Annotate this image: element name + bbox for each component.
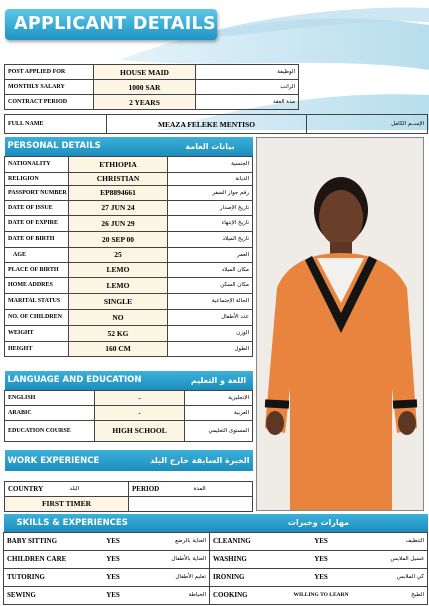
full-name-arabic: الإســم الكامل [307,115,428,134]
personal-arabic: مكان الميلاد [168,262,253,277]
work-heading-arabic: الخبرة السابقة خارج البلد [150,456,250,465]
language-value: - [95,405,185,420]
skills-heading-arabic: مهارات وخبرات [287,518,350,528]
personal-value: 20 SEP 00 [69,231,168,247]
personal-value: 52 KG [69,325,168,341]
personal-label: MARITAL STATUS [5,293,69,309]
work-experience-table [4,450,253,512]
personal-row [5,293,253,309]
personal-arabic: الديانة [168,172,253,185]
skills-heading: SKILLS & EXPERIENCES [16,517,128,528]
skill-arabic: العناية بالرضع [131,532,210,550]
skill-label: BABY SITTING [4,532,96,550]
personal-arabic: تاريخ الميلاد [168,231,253,247]
personal-value: 27 JUN 24 [69,200,168,215]
personal-arabic: الطول [168,341,253,356]
job-row [5,65,299,80]
language-row [5,390,253,405]
skill-arabic: تعليم الأطفال [131,568,210,586]
personal-arabic: تاريخ الإصدار [168,200,253,215]
personal-value: ETHIOPIA [69,156,168,172]
language-value: - [95,390,185,405]
language-arabic: العربية [185,405,253,420]
job-row [5,80,299,95]
full-name-table [4,114,428,134]
job-label: POST APPLIED FOR [5,65,94,80]
skill-arabic: التنظيف [359,532,428,550]
personal-label: AGE [5,247,69,262]
job-row [5,95,299,110]
job-table [4,64,299,110]
personal-header-row [5,137,253,156]
skills-table [3,514,428,605]
personal-label: HOME ADDRES [5,277,69,293]
personal-row [5,185,253,200]
job-label: MONTHLY SALARY [5,80,94,95]
skill-label: CLEANING [210,532,284,550]
personal-label: DATE OF BIRTH [5,231,69,247]
personal-label: DATE OF ISSUE [5,200,69,215]
skill-label: WASHING [210,550,284,568]
personal-arabic: رقم جواز السفر [168,185,253,200]
personal-row [5,172,253,185]
full-name-label: FULL NAME [5,115,107,134]
language-heading: LANGUAGE AND EDUCATION [7,375,142,386]
job-value: 2 YEARS [94,95,196,110]
skill-arabic: العناية بالأطفال [131,550,210,568]
personal-value: LEMO [69,277,168,293]
personal-value: SINGLE [69,293,168,309]
personal-label: PLACE OF BIRTH [5,262,69,277]
skill-value: YES [96,532,131,550]
skill-value: YES [96,568,131,586]
skill-arabic: الخياطة [131,586,210,604]
language-education-table [4,371,253,442]
applicant-photo [256,137,424,511]
job-label: CONTRACT PERIOD [5,95,94,110]
skill-value: YES [96,550,131,568]
personal-label: NO. OF CHILDREN [5,309,69,325]
work-heading: WORK EXPERIENCE [7,455,100,466]
personal-row [5,325,253,341]
personal-row [5,262,253,277]
work-value: FIRST TIMER [5,496,129,511]
job-arabic: مدة العقد [196,95,299,110]
skill-label: IRONING [210,568,284,586]
language-label: ENGLISH [5,390,95,405]
period-label: PERIOD [129,481,191,496]
personal-value: EP8894661 [69,185,168,200]
personal-arabic: الحالة الإجتماعية [168,293,253,309]
personal-arabic: الوزن [168,325,253,341]
language-arabic: المستوى التعليمي [185,420,253,441]
skill-label: CHILDREN CARE [4,550,96,568]
page-title: APPLICANT DETAILS [5,9,217,40]
personal-arabic: العمر [168,247,253,262]
language-label: EDUCATION COURSE [5,420,95,441]
job-value: HOUSE MAID [94,65,196,80]
personal-row [5,309,253,325]
language-heading-arabic: اللغة و التعليم [190,375,247,385]
skill-label: TUTORING [4,568,96,586]
work-header-row [5,450,253,471]
personal-value: 26 JUN 29 [69,215,168,231]
skill-arabic: الطبخ [359,586,428,604]
personal-row [5,200,253,215]
personal-row [5,156,253,172]
personal-value: 25 [69,247,168,262]
personal-row [5,277,253,293]
personal-row [5,231,253,247]
skills-row [4,550,428,568]
language-value: HIGH SCHOOL [95,420,185,441]
skill-value: YES [284,568,359,586]
skill-arabic: كي الملابس [359,568,428,586]
skills-row [4,532,428,550]
country-arabic: البلد [67,481,129,496]
personal-label: WEIGHT [5,325,69,341]
personal-details-table [4,137,253,357]
skill-label: COOKING [210,586,284,604]
job-arabic: الراتب [196,80,299,95]
language-header-row [5,371,253,390]
personal-heading: PERSONAL DETAILS [7,141,101,152]
personal-value: CHRISTIAN [69,172,168,185]
personal-arabic: تاريخ الإنتهاء [168,215,253,231]
personal-label: DATE OF EXPIRE [5,215,69,231]
skill-value: YES [96,586,131,604]
personal-arabic: الجنسية [168,156,253,172]
personal-arabic: عدد الأطفال [168,309,253,325]
period-arabic: المدة [191,481,253,496]
job-arabic: الوظيفة [196,65,299,80]
skill-value: YES [284,532,359,550]
skill-value: WILLING TO LEARN [284,586,359,604]
personal-value: 160 CM [69,341,168,356]
skills-row [4,586,428,604]
language-label: ARABIC [5,405,95,420]
skills-row [4,568,428,586]
personal-label: RELIGION [5,172,69,185]
language-row [5,420,253,441]
personal-row [5,341,253,356]
skill-arabic: غسيل الملابس [359,550,428,568]
language-arabic: الإنجليزية [185,390,253,405]
full-name-value: MEAZA FELEKE MENTISO [107,115,307,134]
personal-row [5,215,253,231]
personal-value: NO [69,309,168,325]
personal-label: HEIGHT [5,341,69,356]
personal-label: PASSPORT NUMBER [5,185,69,200]
language-row [5,405,253,420]
personal-row [5,247,253,262]
personal-arabic: مكان السكن [168,277,253,293]
skills-header-row [4,514,428,532]
country-label: COUNTRY [5,481,67,496]
work-value-empty [129,496,253,511]
job-value: 1000 SAR [94,80,196,95]
skill-value: YES [284,550,359,568]
skill-label: SEWING [4,586,96,604]
personal-heading-arabic: بيانات العامة [185,141,235,151]
personal-label: NATIONALITY [5,156,69,172]
personal-value: LEMO [69,262,168,277]
